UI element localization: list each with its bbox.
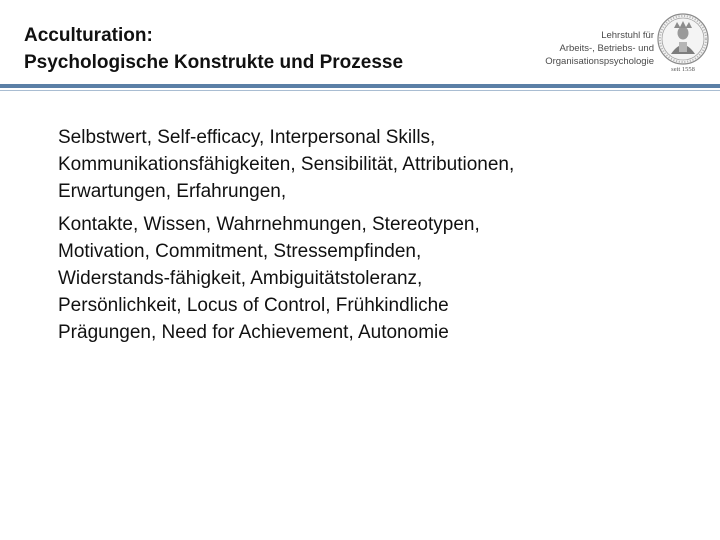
chair-name: [534, 29, 654, 68]
text-line: Persönlichkeit, Locus of Control, Frühkindliche: [58, 295, 449, 316]
paragraph-contextual-factors: [58, 211, 698, 346]
paragraph-individual-factors: [58, 124, 698, 205]
text-line: Erwartungen, Erfahrungen,: [58, 181, 287, 202]
chair-name-line-1: Lehrstuhl für: [601, 30, 654, 41]
chair-name-line-2: Arbeits-, Betriebs- und: [559, 43, 654, 54]
text-line: Prägungen, Need for Achievement, Autonomie: [58, 322, 449, 343]
text-line: Kontakte, Wissen, Wahrnehmungen, Stereotypen,: [58, 214, 480, 235]
slide-title-line-2: Psychologische Konstrukte und Prozesse: [24, 52, 404, 73]
slide-title: [24, 22, 524, 76]
header-rule-thin: [0, 90, 720, 91]
slide-body: [58, 124, 698, 346]
slide-title-line-1: Acculturation:: [24, 25, 153, 46]
text-line: Widerstands-fähigkeit, Ambiguitätstoleranz,: [58, 268, 423, 289]
text-line: Selbstwert, Self-efficacy, Interpersonal Skills,: [58, 127, 436, 148]
text-line: Motivation, Commitment, Stressempfinden,: [58, 241, 422, 262]
header-rule: [0, 84, 720, 88]
seal-caption: seit 1558: [671, 66, 695, 73]
chair-name-line-3: Organisationspsychologie: [545, 56, 654, 67]
university-seal-icon: [656, 12, 710, 74]
text-line: Kommunikationsfähigkeiten, Sensibilität, Attributionen,: [58, 154, 515, 175]
